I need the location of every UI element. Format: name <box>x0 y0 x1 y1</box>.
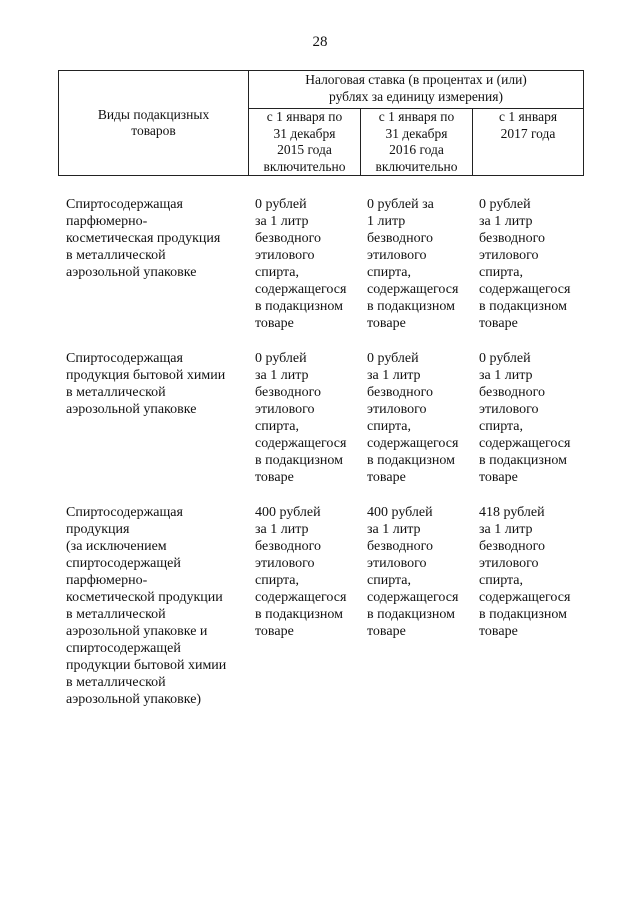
row-kind <box>66 196 251 281</box>
header-period-line: с 1 января по <box>378 109 455 124</box>
text-line: за 1 литр <box>479 522 533 537</box>
text-line: содержащегося <box>255 282 347 297</box>
header-period-line: 31 декабря <box>273 125 336 141</box>
row-rate-2017 <box>479 350 589 486</box>
text-line: аэрозольной упаковке <box>66 402 197 417</box>
text-line: этилового <box>255 556 315 571</box>
text-line: товаре <box>255 316 294 331</box>
text-line: товаре <box>367 316 406 331</box>
text-line: содержащегося <box>367 282 459 297</box>
text-line: содержащегося <box>479 282 571 297</box>
text-line: 0 рублей <box>479 351 531 366</box>
header-period-line: 31 декабря <box>385 125 448 141</box>
header-period-line: включительно <box>263 158 346 174</box>
text-line: содержащегося <box>255 436 347 451</box>
row-rate-2016 <box>367 196 477 332</box>
text-line: спиртосодержащей <box>66 556 181 571</box>
text-line: в подакцизном <box>367 607 455 622</box>
row-rate-2017 <box>479 196 589 332</box>
text-line: аэрозольной упаковке и <box>66 624 208 639</box>
text-line: безводного <box>255 539 321 554</box>
text-line: спирта, <box>479 419 524 434</box>
row-kind <box>66 504 251 708</box>
text-line: продукции бытовой химии <box>66 658 227 673</box>
text-line: безводного <box>255 231 321 246</box>
text-line: товаре <box>367 470 406 485</box>
text-line: 0 рублей <box>479 197 531 212</box>
text-line: в подакцизном <box>367 453 455 468</box>
header-kinds-line: Виды подакцизных <box>97 106 210 122</box>
text-line: за 1 литр <box>255 522 309 537</box>
text-line: 0 рублей <box>255 351 307 366</box>
row-rate-2015 <box>255 504 365 640</box>
row-rate-2016 <box>367 350 477 486</box>
text-line: аэрозольной упаковке) <box>66 692 202 707</box>
text-line: спирта, <box>479 573 524 588</box>
text-line: в подакцизном <box>479 453 567 468</box>
text-line: за 1 литр <box>255 214 309 229</box>
header-rate-line: Налоговая ставка (в процентах и (или) <box>305 72 527 87</box>
text-line: безводного <box>479 539 545 554</box>
text-line: спирта, <box>255 573 300 588</box>
text-line: спирта, <box>367 573 412 588</box>
text-line: содержащегося <box>367 590 459 605</box>
text-line: этилового <box>367 248 427 263</box>
text-line: (за исключением <box>66 539 167 554</box>
text-line: содержащегося <box>367 436 459 451</box>
text-line: 400 рублей <box>255 505 321 520</box>
text-line: спирта, <box>255 419 300 434</box>
text-line: в подакцизном <box>255 607 343 622</box>
text-line: товаре <box>479 624 518 639</box>
text-line: в подакцизном <box>255 453 343 468</box>
text-line: этилового <box>255 248 315 263</box>
header-kinds-line: товаров <box>131 123 176 138</box>
text-line: продукция бытовой химии <box>66 368 226 383</box>
text-line: спирта, <box>367 419 412 434</box>
text-line: парфюмерно- <box>66 573 148 588</box>
text-line: в металлической <box>66 675 166 690</box>
page-number: 28 <box>312 34 328 50</box>
text-line: Спиртосодержащая <box>66 197 183 212</box>
text-line: 1 литр <box>367 214 406 229</box>
text-line: 418 рублей <box>479 505 545 520</box>
row-kind <box>66 350 251 418</box>
text-line: аэрозольной упаковке <box>66 265 197 280</box>
text-line: в металлической <box>66 248 166 263</box>
text-line: безводного <box>479 231 545 246</box>
text-line: спирта, <box>255 265 300 280</box>
text-line: спирта, <box>367 265 412 280</box>
header-period-line: 2015 года <box>277 142 332 157</box>
text-line: парфюмерно- <box>66 214 148 229</box>
text-line: в подакцизном <box>479 299 567 314</box>
text-line: косметической продукции <box>66 590 223 605</box>
text-line: безводного <box>255 385 321 400</box>
header-period-2016 <box>361 109 473 176</box>
text-line: безводного <box>367 539 433 554</box>
header-period-line: включительно <box>375 158 458 174</box>
text-line: за 1 литр <box>367 522 421 537</box>
text-line: товаре <box>367 624 406 639</box>
text-line: в подакцизном <box>367 299 455 314</box>
header-period-line: 2017 года <box>500 125 556 141</box>
text-line: 0 рублей <box>367 351 419 366</box>
row-rate-2015 <box>255 196 365 332</box>
text-line: товаре <box>255 470 294 485</box>
text-line: спиртосодержащей <box>66 641 181 656</box>
header-period-line: с 1 января <box>498 109 558 124</box>
text-line: этилового <box>479 248 539 263</box>
text-line: в подакцизном <box>255 299 343 314</box>
header-period-2017 <box>473 109 584 176</box>
header-period-line: 2016 года <box>389 142 444 157</box>
text-line: содержащегося <box>255 590 347 605</box>
text-line: этилового <box>255 402 315 417</box>
text-line: за 1 литр <box>255 368 309 383</box>
text-line: безводного <box>367 385 433 400</box>
row-rate-2015 <box>255 350 365 486</box>
text-line: этилового <box>479 402 539 417</box>
text-line: безводного <box>479 385 545 400</box>
text-line: содержащегося <box>479 436 571 451</box>
text-line: товаре <box>479 316 518 331</box>
text-line: этилового <box>367 556 427 571</box>
text-line: Спиртосодержащая <box>66 505 183 520</box>
text-line: Спиртосодержащая <box>66 351 183 366</box>
text-line: продукция <box>66 522 130 537</box>
text-line: этилового <box>479 556 539 571</box>
text-line: за 1 литр <box>367 368 421 383</box>
header-rate-cell <box>249 71 584 109</box>
text-line: за 1 литр <box>479 214 533 229</box>
text-line: товаре <box>479 470 518 485</box>
row-rate-2016 <box>367 504 477 640</box>
text-line: косметическая продукция <box>66 231 221 246</box>
text-line: в металлической <box>66 607 166 622</box>
text-line: 400 рублей <box>367 505 433 520</box>
header-rate-line: рублях за единицу измерения) <box>329 88 503 104</box>
text-line: этилового <box>367 402 427 417</box>
row-rate-2017 <box>479 504 589 640</box>
text-line: спирта, <box>479 265 524 280</box>
text-line: товаре <box>255 624 294 639</box>
header-period-2015 <box>249 109 361 176</box>
table-header <box>58 70 584 176</box>
text-line: в металлической <box>66 385 166 400</box>
text-line: содержащегося <box>479 590 571 605</box>
text-line: 0 рублей <box>255 197 307 212</box>
text-line: за 1 литр <box>479 368 533 383</box>
text-line: безводного <box>367 231 433 246</box>
text-line: в подакцизном <box>479 607 567 622</box>
header-period-line: с 1 января по <box>266 109 343 124</box>
header-kinds-cell <box>59 71 249 176</box>
text-line: 0 рублей за <box>367 197 434 212</box>
